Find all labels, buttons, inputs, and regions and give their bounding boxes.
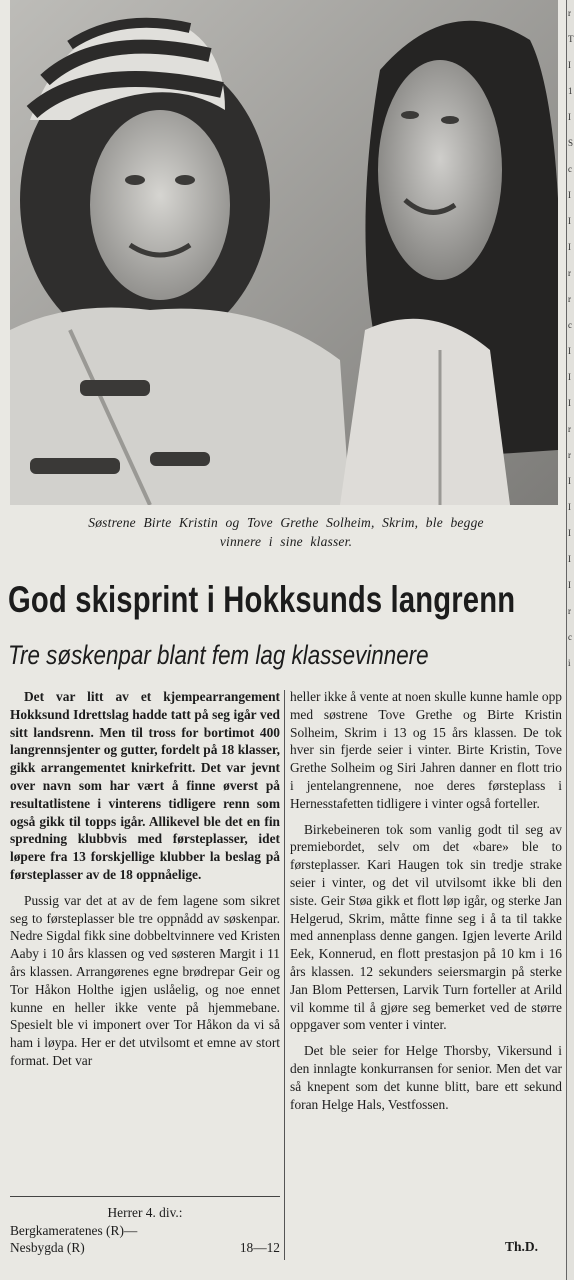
results-box [10,1204,280,1257]
match-score: 18—12 [239,1240,280,1255]
lead-paragraph: Det var litt av et kjempearrangement Hokksund Idrettslag hadde tatt på seg igår ved sitt landsrenn. Men til tross for bortimot 400 langrennsjenter og gutter, fordelt på 18 klasser, gikk arrangementet knirkefritt. Det var jevnt over navn som har vært å finne øverst på resultatlistene i vinterens tidligere renn som også gikk til topps igår. Allikevel ble det en fin spredning klubbvis med førsteplasser, idet løpere fra 13 forskjellige klubber la beslag på førsteplasser av de 18 oppnåelige. [10,689,280,882]
author-signature: Th.D. [505,1239,539,1254]
column-divider [284,690,285,1260]
article-headline: God skisprint i Hokksunds langrenn [8,579,516,620]
match-team-1: Bergkameratenes (R)— [10,1222,138,1238]
match-team-2: Nesbygda (R) [10,1240,85,1255]
results-divider [10,1196,280,1197]
photo-two-sisters [10,0,558,505]
photo-illustration [10,0,558,505]
body-paragraph: Pussig var det at av de fem lagene som sikret seg to førsteplasser ble tre oppnådd av søskenpar. Nedre Sigdal fikk sine dobbeltvinnere ved Kristen Aaby i 10 års klassen og ved søsteren Margit i 11 års klassen. Arrangørenes egne brødrepar Geir og Tor Håkon Holthe igjen uslåelig, og noe ennet kunne en heller ikke vente på hjemmebane. Spesielt ble vi imponert over Tor Håkon da vi så ham i løypa. Her er det utvilsomt et emne av stort format. Det var [10,892,280,1068]
body-paragraph: Birkebeineren tok som vanlig godt til seg av premiebordet, selv om det «bare» ble to førsteplasser. Kari Haugen tok sin tredje strake seier i vinter, og det vil utvilsomt ikke bli den siste. Geir Støa gikk et flott løp igår, og sterke Jan Helgerud, Skrim, måtte finne seg i å ta til takke med annenplass denne gangen. Igjen leverte Arild Eek, Konnerud, en flott prestasjon på 10 km i 16 års klassen. 12 sekunders seiersmargin på sterke Jan Blom Pettersen, Larvik Turn forteller at Arild vil komme til å gjøre seg bemerket ved de større oppgaver som venter i vinter. [290,821,562,1033]
article-subheadline: Tre søskenpar blant fem lag klassevinnere [8,640,429,670]
body-paragraph: heller ikke å vente at noen skulle kunne hamle opp med søstrene Tove Grethe og Birte Kristin Solheim, Skrim i 13 og 15 års klassen. De tok hver sin fjerde seier i vinter. Birte Kristin, Tove Grethe Solheim og Siri Jahren danner en flott trio i jentelangrennene, noe deres førsteplass i Hernesstafetten tidligere i vinter også forteller. [290,689,562,811]
caption-line-1: Søstrene Birte Kristin og Tove Grethe Solheim, Skrim, ble begge [88,515,484,530]
article-column-left [10,688,280,1078]
photo-caption [10,513,562,551]
body-paragraph: Det ble seier for Helge Thorsby, Vikersund i den innlagte konkurransen for senior. Men det var så knepent som det kunne blitt, bare ett sekund foran Helge Hals, Vestfossen. [290,1043,562,1112]
match-row [10,1239,280,1257]
article-column-right [290,688,562,1121]
caption-line-2: vinnere i sine klasser. [219,534,353,549]
results-division: Herrer 4. div.: [107,1205,183,1220]
adjacent-column-fragment: r T I 1 I S c I I I r r c I I I r r I I I I I r c i [566,0,574,1280]
